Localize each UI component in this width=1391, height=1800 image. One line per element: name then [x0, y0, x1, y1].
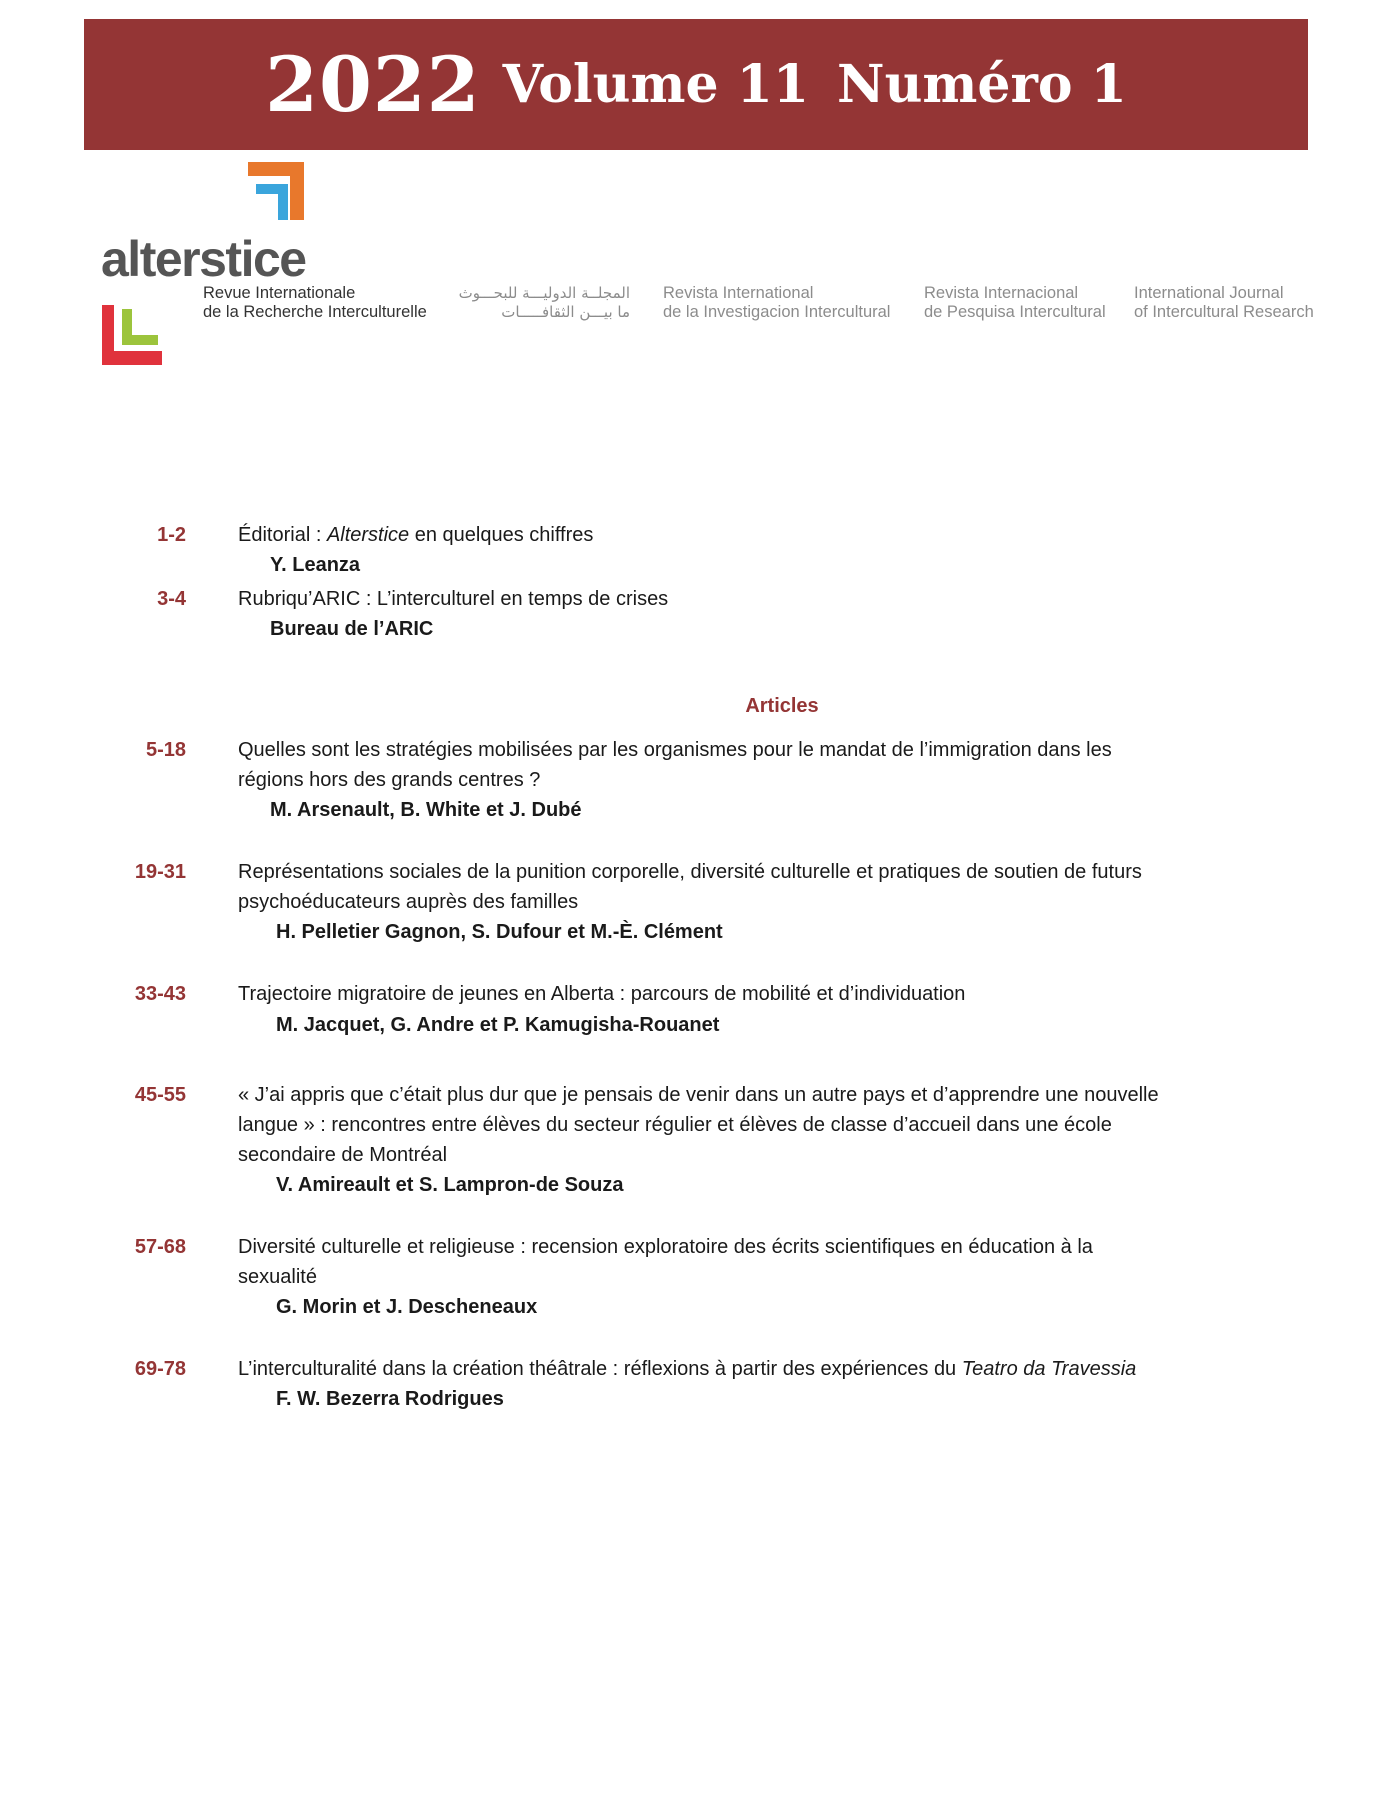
page-range: 33-43 — [134, 983, 186, 1005]
entry-title: Éditorial : Alterstice en quelques chiffres — [238, 524, 594, 546]
subtitle-line: Revista International — [663, 284, 814, 302]
subtitle-line: Revista Internacional — [924, 284, 1079, 302]
page-range: 5-18 — [145, 739, 186, 761]
entry-title-line: Quelles sont les stratégies mobilisées par les organismes pour le mandat de l’immigration dans les — [238, 739, 1112, 761]
subtitle-line: International Journal — [1134, 284, 1284, 302]
issue-volume: Volume 11 — [502, 53, 810, 115]
issue-number: Numéro 1 — [837, 53, 1127, 115]
entry-authors: V. Amireault et S. Lampron-de Souza — [276, 1174, 624, 1196]
subtitle-line: de Pesquisa Intercultural — [924, 303, 1106, 321]
page-range: 45-55 — [134, 1084, 186, 1106]
subtitle-arabic — [438, 284, 630, 322]
entry-title-line: régions hors des grands centres ? — [238, 769, 541, 791]
entry-title: L’interculturalité dans la création théâtrale : réflexions à partir des expériences du Teatro da Travessia — [238, 1358, 1137, 1380]
entry-title-line: Diversité culturelle et religieuse : recension exploratoire des écrits scientifiques en éducation à la — [238, 1236, 1093, 1258]
entry-authors: M. Jacquet, G. Andre et P. Kamugisha-Rouanet — [276, 1014, 720, 1036]
page-range: 69-78 — [134, 1358, 186, 1380]
subtitle-english — [1134, 284, 1314, 322]
subtitle-line: de la Recherche Interculturelle — [203, 303, 427, 321]
entry-authors: F. W. Bezerra Rodrigues — [276, 1388, 504, 1410]
entry-title-line: sexualité — [238, 1266, 317, 1288]
issue-banner — [84, 19, 1308, 150]
section-heading-articles: Articles — [745, 695, 819, 717]
entry-authors: Y. Leanza — [270, 554, 361, 576]
issue-year: 2022 — [265, 39, 481, 129]
entry-authors: G. Morin et J. Descheneaux — [276, 1296, 538, 1318]
page-range: 19-31 — [134, 861, 186, 883]
logo-top-arrows-icon — [248, 162, 304, 220]
entry-title: Rubriqu’ARIC : L’interculturel en temps de crises — [238, 588, 669, 610]
page-range: 1-2 — [157, 524, 186, 546]
page-range: 3-4 — [157, 588, 186, 610]
subtitle-line: Revue Internationale — [203, 284, 356, 302]
logo-bottom-arrows-icon — [102, 305, 162, 365]
entry-title-line: langue » : rencontres entre élèves du secteur régulier et élèves de classe d’accueil dans une école — [238, 1114, 1112, 1136]
entry-title-line: Représentations sociales de la punition corporelle, diversité culturelle et pratiques de soutien de futurs — [238, 861, 1142, 883]
entry-authors: M. Arsenault, B. White et J. Dubé — [270, 799, 582, 821]
entry-title-line: Trajectoire migratoire de jeunes en Alberta : parcours de mobilité et d’individuation — [238, 983, 966, 1005]
entry-title-line: secondaire de Montréal — [238, 1144, 448, 1166]
page-range: 57-68 — [134, 1236, 186, 1258]
subtitle-line: of Intercultural Research — [1134, 303, 1314, 321]
subtitle-french — [203, 284, 427, 322]
subtitle-line: المجلــة الدوليـــة للبحـــوث — [458, 284, 630, 302]
subtitle-spanish — [663, 284, 890, 322]
logo-wordmark: alterstice — [101, 231, 306, 287]
entry-title-line: « J’ai appris que c’était plus dur que je pensais de venir dans un autre pays et d’apprendre une nouvelle — [238, 1084, 1159, 1106]
entry-authors: H. Pelletier Gagnon, S. Dufour et M.-È. Clément — [276, 921, 723, 943]
subtitle-line: de la Investigacion Intercultural — [663, 303, 891, 321]
entry-title-line: psychoéducateurs auprès des familles — [238, 891, 579, 913]
journal-logo — [0, 150, 1391, 370]
subtitle-line: ما بيـــن الثقافـــــات — [501, 303, 630, 321]
entry-authors: Bureau de l’ARIC — [270, 618, 434, 640]
subtitle-portuguese — [924, 284, 1106, 322]
